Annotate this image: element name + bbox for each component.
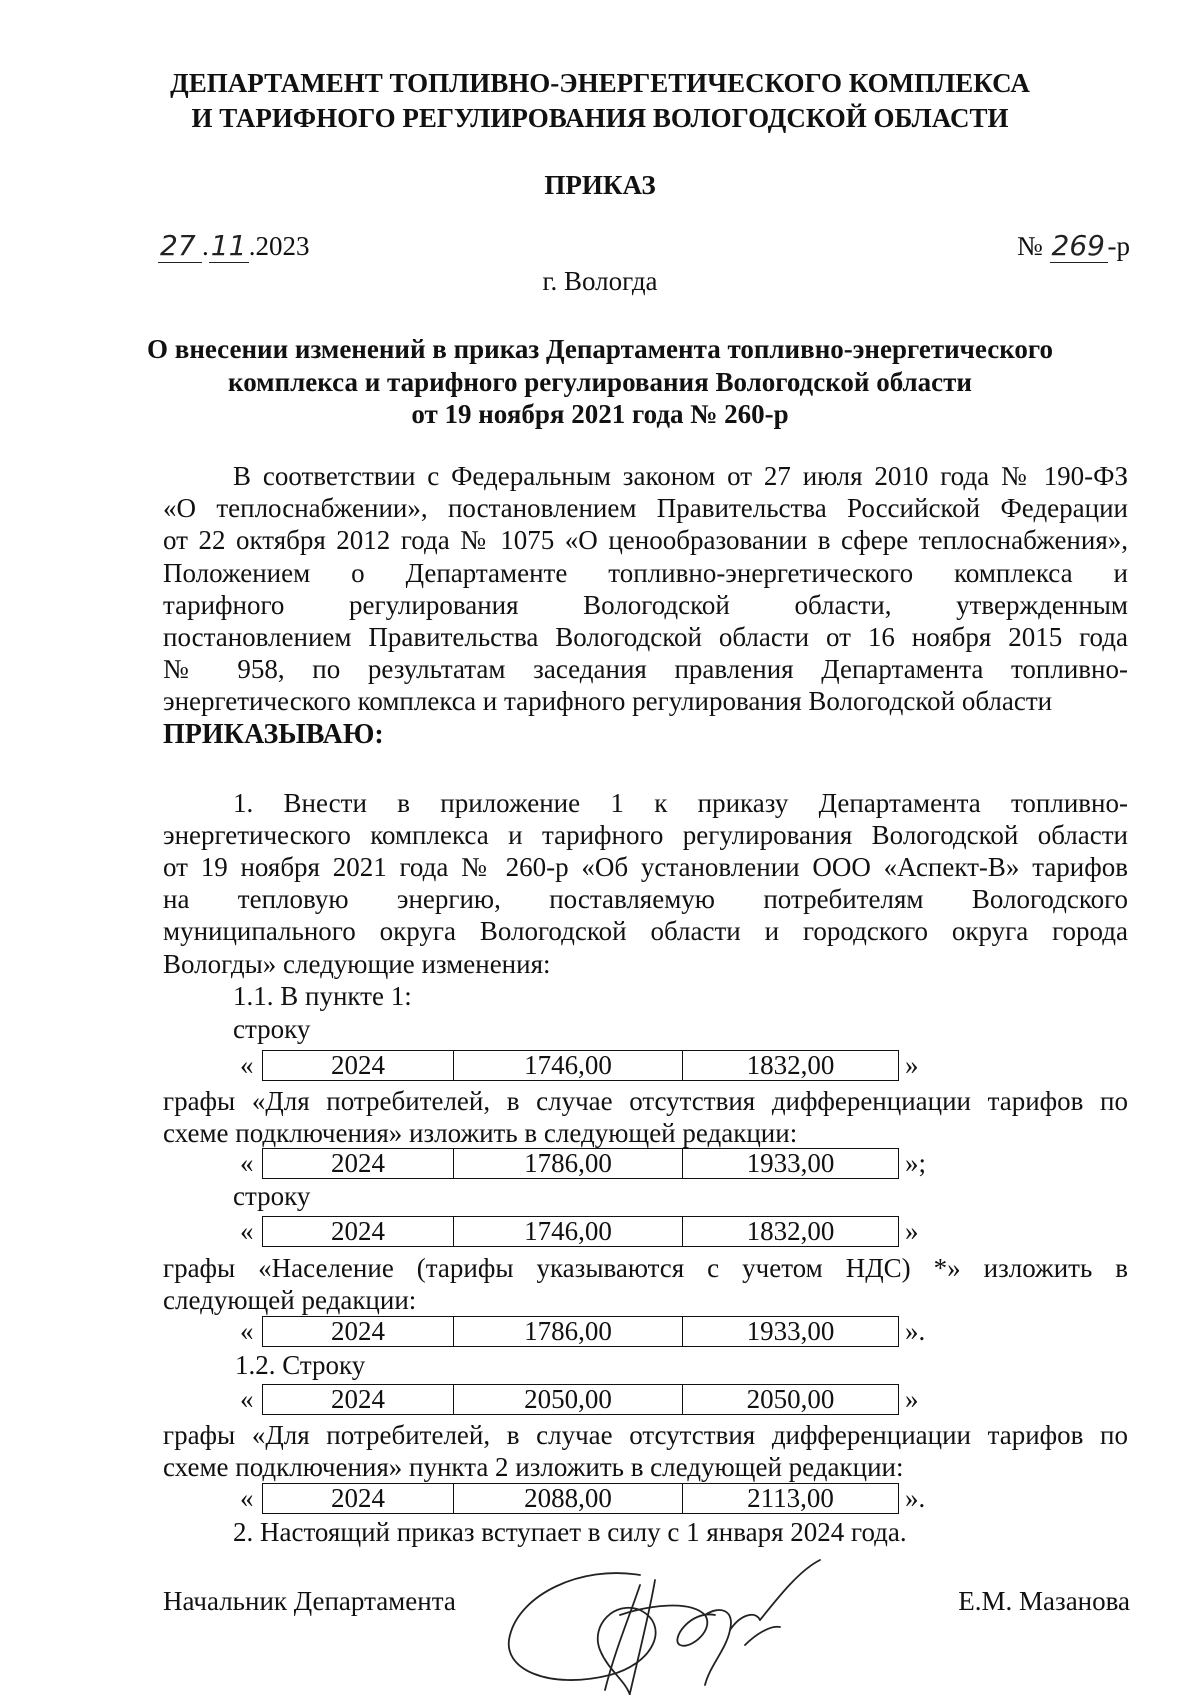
item1-line: энергетического комплекса и тарифного регулирования Вологодской области xyxy=(163,820,1128,850)
handwritten-month: 11 xyxy=(209,229,249,263)
preamble-line: энергетического комплекса и тарифного регулирования Вологодской области xyxy=(163,686,1053,716)
tariff-value-1: 1746,00 xyxy=(454,1217,683,1246)
handwritten-day: 27 xyxy=(158,229,202,263)
tariff-value-2: 2113,00 xyxy=(747,1483,834,1513)
tariff-value-1: 1746,00 xyxy=(454,1051,683,1080)
tariff-value-2: 1832,00 xyxy=(746,1216,835,1246)
tariff-value-2: 1832,00 xyxy=(746,1050,835,1080)
sub2-heading: 1.2. Строку xyxy=(235,1350,366,1380)
tariff-year: 2024 xyxy=(263,1317,454,1346)
number-suffix: -р xyxy=(1107,231,1130,261)
grafa-text: схеме подключения» изложить в следующей редакции: xyxy=(163,1118,798,1148)
tariff-year: 2024 xyxy=(263,1149,454,1178)
tariff-year: 2024 xyxy=(263,1051,454,1080)
item1-line: Вологды» следующие изменения: xyxy=(163,949,551,979)
preamble-line: Положением о Департаменте топливно-энергетического комплекса и xyxy=(163,558,1128,588)
subject-line2: комплекса и тарифного регулирования Вологодской области xyxy=(228,367,972,397)
department-name-line2: И ТАРИФНОГО РЕГУЛИРОВАНИЯ ВОЛОГОДСКОЙ ОБЛАСТИ xyxy=(191,103,1009,133)
tariff-value-1: 2088,00 xyxy=(454,1484,683,1513)
document-type: ПРИКАЗ xyxy=(544,170,656,200)
item1-line: 1. Внести в приложение 1 к приказу Департамента топливно- xyxy=(233,788,1128,818)
document-number xyxy=(1017,229,1130,263)
grafa-text: графы «Для потребителей, в случае отсутствия дифференциации тарифов по xyxy=(163,1420,1128,1450)
signatory-name: Е.М. Мазанова xyxy=(958,1586,1130,1616)
order-word: ПРИКАЗЫВАЮ: xyxy=(163,719,384,750)
signatory-position: Начальник Департамента xyxy=(163,1586,456,1616)
number-prefix: № xyxy=(1016,231,1043,261)
grafa-text: графы «Население (тарифы указываются с учетом НДС) *» изложить в xyxy=(163,1253,1128,1283)
tariff-value-1: 1786,00 xyxy=(454,1317,683,1346)
grafa-text: графы «Для потребителей, в случае отсутствия дифференциации тарифов по xyxy=(163,1086,1128,1116)
preamble-line: от 22 октября 2012 года № 1075 «О ценообразовании в сфере теплоснабжения», xyxy=(163,525,1128,555)
grafa-text: схеме подключения» пункта 2 изложить в следующей редакции: xyxy=(163,1452,904,1482)
tariff-year: 2024 xyxy=(263,1217,454,1246)
item1-line: на тепловую энергию, поставляемую потребителям Вологодского xyxy=(163,884,1128,914)
tariff-value-2: 1933,00 xyxy=(746,1148,835,1178)
stroku-label: строку xyxy=(233,1014,311,1044)
grafa-text: следующей редакции: xyxy=(163,1285,417,1315)
handwritten-signature xyxy=(490,1555,830,1695)
item2-text: 2. Настоящий приказ вступает в силу с 1 января 2024 года. xyxy=(233,1517,907,1547)
preamble-line: В соответствии с Федеральным законом от 27 июля 2010 года № 190-ФЗ xyxy=(233,461,1128,491)
item1-line: муниципального округа Вологодской области и городского округа города xyxy=(163,916,1128,946)
tariff-value-1: 1786,00 xyxy=(454,1149,683,1178)
stroku-label: строку xyxy=(233,1181,311,1211)
document-date: 27 .11.2023 xyxy=(160,229,310,262)
tariff-year: 2024 xyxy=(263,1484,454,1513)
subject-line3: от 19 ноября 2021 года № 260-р xyxy=(411,399,789,429)
tariff-year: 2024 xyxy=(263,1385,454,1414)
preamble-line: постановлением Правительства Вологодской области от 16 ноября 2015 года xyxy=(163,622,1128,652)
department-name-line1: ДЕПАРТАМЕНТ ТОПЛИВНО-ЭНЕРГЕТИЧЕСКОГО КОМПЛЕКСА xyxy=(170,68,1030,98)
city: г. Вологда xyxy=(542,266,658,296)
tariff-value-1: 2050,00 xyxy=(454,1385,683,1414)
tariff-value-2: 1933,00 xyxy=(746,1316,835,1346)
subject-line1: О внесении изменений в приказ Департамента топливно-энергетического xyxy=(146,334,1053,364)
sub1-heading: 1.1. В пункте 1: xyxy=(233,981,412,1011)
item1-line: от 19 ноября 2021 года № 260-р «Об установлении ООО «Аспект-В» тарифов xyxy=(163,852,1128,882)
preamble-line: «О теплоснабжении», постановлением Правительства Российской Федерации xyxy=(163,493,1128,523)
preamble-line: тарифного регулирования Вологодской области, утвержденным xyxy=(163,590,1128,620)
preamble-line: № 958, по результатам заседания правления Департамента топливно- xyxy=(163,654,1128,684)
date-year: .2023 xyxy=(248,231,310,261)
tariff-value-2: 2050,00 xyxy=(746,1384,835,1414)
handwritten-number: 269 xyxy=(1050,229,1108,263)
